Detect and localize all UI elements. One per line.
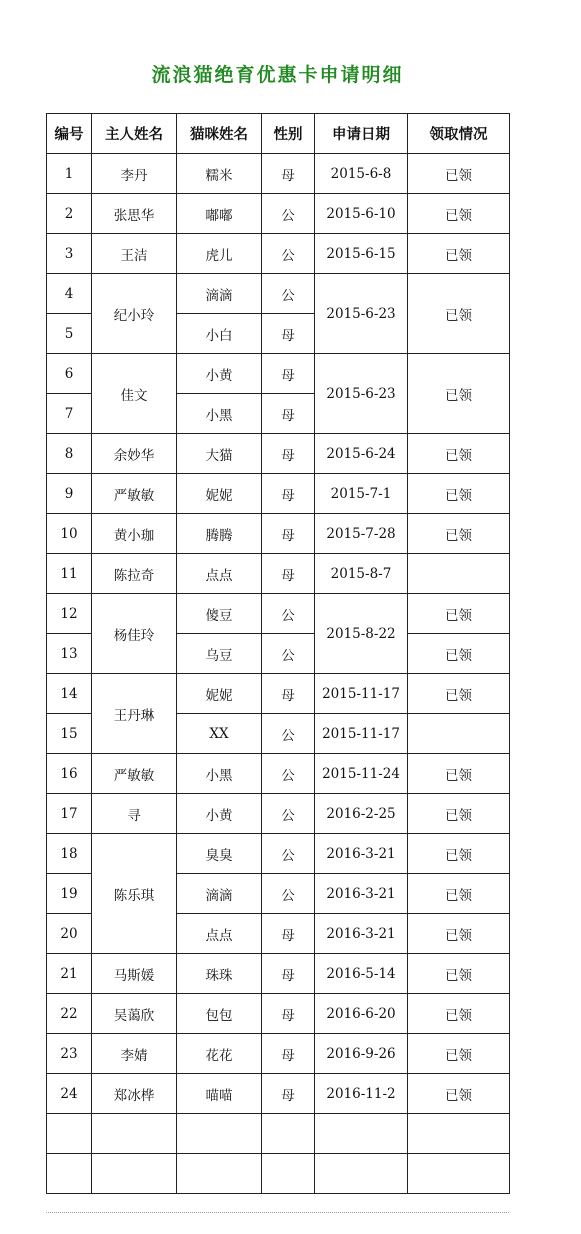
cell-cat-name: 乌豆	[177, 634, 262, 674]
cell-application-date: 2015-7-28	[315, 514, 408, 554]
cell-cat-name	[177, 1114, 262, 1154]
cell-sex: 母	[262, 674, 315, 714]
cell-owner-name: 李婧	[92, 1034, 177, 1074]
cell-sex: 母	[262, 154, 315, 194]
cell-number: 16	[47, 754, 92, 794]
cell-sex: 母	[262, 354, 315, 394]
cell-application-date: 2015-8-7	[315, 554, 408, 594]
cell-application-date: 2015-7-1	[315, 474, 408, 514]
cell-pickup-status: 已领	[408, 354, 510, 434]
cell-number	[47, 1114, 92, 1154]
cell-cat-name: 小黄	[177, 794, 262, 834]
table-row	[47, 954, 510, 994]
cell-sex: 公	[262, 194, 315, 234]
cell-number: 11	[47, 554, 92, 594]
cell-cat-name: 小黑	[177, 754, 262, 794]
table-row	[47, 674, 510, 714]
table-row	[47, 514, 510, 554]
cell-application-date: 2016-9-26	[315, 1034, 408, 1074]
cell-application-date: 2015-11-17	[315, 674, 408, 714]
cell-number: 21	[47, 954, 92, 994]
cell-cat-name: 喵喵	[177, 1074, 262, 1114]
cell-cat-name: 花花	[177, 1034, 262, 1074]
table-row	[47, 594, 510, 634]
cell-pickup-status: 已领	[408, 954, 510, 994]
cell-owner-name: 寻	[92, 794, 177, 834]
cell-number: 23	[47, 1034, 92, 1074]
cell-sex: 母	[262, 994, 315, 1034]
cell-number: 5	[47, 314, 92, 354]
cell-pickup-status: 已领	[408, 794, 510, 834]
cell-sex: 公	[262, 874, 315, 914]
cell-application-date	[315, 1114, 408, 1154]
cell-pickup-status: 已领	[408, 474, 510, 514]
cell-owner-name	[92, 1114, 177, 1154]
table-row	[47, 154, 510, 194]
cell-pickup-status	[408, 554, 510, 594]
cell-cat-name: 大猫	[177, 434, 262, 474]
cell-sex: 公	[262, 834, 315, 874]
cell-application-date: 2015-6-10	[315, 194, 408, 234]
cell-application-date: 2015-11-24	[315, 754, 408, 794]
cell-cat-name: 糯米	[177, 154, 262, 194]
cell-sex: 母	[262, 434, 315, 474]
cell-owner-name: 陈乐琪	[92, 834, 177, 954]
cell-cat-name: 珠珠	[177, 954, 262, 994]
cell-sex: 公	[262, 754, 315, 794]
cell-sex: 母	[262, 394, 315, 434]
cell-sex: 母	[262, 1074, 315, 1114]
cell-cat-name: 虎儿	[177, 234, 262, 274]
header-number: 编号	[47, 114, 92, 154]
page-title: 流浪猫绝育优惠卡申请明细	[151, 64, 404, 86]
cell-pickup-status: 已领	[408, 634, 510, 674]
cell-pickup-status: 已领	[408, 754, 510, 794]
cell-pickup-status: 已领	[408, 434, 510, 474]
table-row	[47, 1114, 510, 1154]
cell-application-date: 2015-6-15	[315, 234, 408, 274]
cell-cat-name: 傻豆	[177, 594, 262, 634]
cell-pickup-status: 已领	[408, 834, 510, 874]
cell-number: 4	[47, 274, 92, 314]
cell-sex: 母	[262, 1034, 315, 1074]
cell-application-date: 2015-6-8	[315, 154, 408, 194]
cell-application-date: 2016-5-14	[315, 954, 408, 994]
cell-owner-name: 余妙华	[92, 434, 177, 474]
cell-sex: 母	[262, 314, 315, 354]
cell-cat-name: 小黑	[177, 394, 262, 434]
cell-application-date: 2015-6-23	[315, 274, 408, 354]
cell-application-date	[315, 1154, 408, 1194]
cell-number: 9	[47, 474, 92, 514]
cell-sex: 公	[262, 274, 315, 314]
cell-number: 17	[47, 794, 92, 834]
cell-pickup-status: 已领	[408, 274, 510, 354]
cell-owner-name: 纪小玲	[92, 274, 177, 354]
cell-owner-name: 严敏敏	[92, 754, 177, 794]
cell-sex: 公	[262, 714, 315, 754]
cell-pickup-status: 已领	[408, 1074, 510, 1114]
cell-cat-name	[177, 1154, 262, 1194]
cell-number: 14	[47, 674, 92, 714]
cell-sex	[262, 1114, 315, 1154]
cell-number: 15	[47, 714, 92, 754]
cell-cat-name: 腾腾	[177, 514, 262, 554]
cell-number: 8	[47, 434, 92, 474]
cell-number: 19	[47, 874, 92, 914]
table-row	[47, 1154, 510, 1194]
header-cat-name: 猫咪姓名	[177, 114, 262, 154]
table-row	[47, 1074, 510, 1114]
table-row	[47, 434, 510, 474]
cell-cat-name: 滴滴	[177, 874, 262, 914]
cell-cat-name: 臭臭	[177, 834, 262, 874]
cell-application-date: 2015-8-22	[315, 594, 408, 674]
page-break-line	[46, 1212, 509, 1221]
cell-number: 18	[47, 834, 92, 874]
cell-pickup-status: 已领	[408, 994, 510, 1034]
cell-sex: 公	[262, 234, 315, 274]
cell-pickup-status: 已领	[408, 1034, 510, 1074]
cell-application-date: 2016-3-21	[315, 914, 408, 954]
cell-owner-name: 王丹琳	[92, 674, 177, 754]
cell-number: 20	[47, 914, 92, 954]
cell-application-date: 2016-3-21	[315, 834, 408, 874]
cell-pickup-status: 已领	[408, 154, 510, 194]
table-body	[47, 154, 510, 1194]
cell-number: 6	[47, 354, 92, 394]
cell-owner-name: 杨佳玲	[92, 594, 177, 674]
cell-pickup-status	[408, 714, 510, 754]
table-row	[47, 1034, 510, 1074]
cell-cat-name: 嘟嘟	[177, 194, 262, 234]
cell-sex: 母	[262, 474, 315, 514]
cell-application-date: 2015-11-17	[315, 714, 408, 754]
cell-pickup-status: 已领	[408, 674, 510, 714]
cell-owner-name: 郑冰桦	[92, 1074, 177, 1114]
cell-cat-name: 小黄	[177, 354, 262, 394]
cell-cat-name: 点点	[177, 914, 262, 954]
header-pickup-status: 领取情况	[408, 114, 510, 154]
cell-owner-name: 严敏敏	[92, 474, 177, 514]
cell-sex	[262, 1154, 315, 1194]
cell-sex: 母	[262, 514, 315, 554]
cell-owner-name: 马斯媛	[92, 954, 177, 994]
cell-cat-name: 小白	[177, 314, 262, 354]
cell-number: 10	[47, 514, 92, 554]
table-row	[47, 794, 510, 834]
cell-cat-name: 滴滴	[177, 274, 262, 314]
cell-sex: 母	[262, 914, 315, 954]
cell-cat-name: XX	[177, 714, 262, 754]
cell-owner-name: 李丹	[92, 154, 177, 194]
cell-pickup-status	[408, 1114, 510, 1154]
cell-sex: 公	[262, 594, 315, 634]
cell-number: 13	[47, 634, 92, 674]
header-application-date: 申请日期	[315, 114, 408, 154]
table-row	[47, 234, 510, 274]
cell-application-date: 2015-6-23	[315, 354, 408, 434]
table-row	[47, 194, 510, 234]
cell-number: 24	[47, 1074, 92, 1114]
table-row	[47, 754, 510, 794]
cell-sex: 公	[262, 794, 315, 834]
cell-owner-name: 佳文	[92, 354, 177, 434]
header-owner-name: 主人姓名	[92, 114, 177, 154]
cell-application-date: 2015-6-24	[315, 434, 408, 474]
cell-cat-name: 点点	[177, 554, 262, 594]
table-row	[47, 554, 510, 594]
cell-number: 3	[47, 234, 92, 274]
table-row	[47, 354, 510, 394]
cell-number: 2	[47, 194, 92, 234]
cell-sex: 母	[262, 954, 315, 994]
cell-application-date: 2016-3-21	[315, 874, 408, 914]
header-row	[47, 114, 510, 154]
cell-pickup-status: 已领	[408, 594, 510, 634]
cell-number: 12	[47, 594, 92, 634]
cell-owner-name: 吴蔼欣	[92, 994, 177, 1034]
cell-pickup-status: 已领	[408, 914, 510, 954]
header-sex: 性别	[262, 114, 315, 154]
cell-cat-name: 包包	[177, 994, 262, 1034]
table-row	[47, 834, 510, 874]
cell-number: 7	[47, 394, 92, 434]
table-row	[47, 994, 510, 1034]
cell-number	[47, 1154, 92, 1194]
cell-application-date: 2016-2-25	[315, 794, 408, 834]
table-row	[47, 474, 510, 514]
cell-owner-name	[92, 1154, 177, 1194]
cell-owner-name: 黄小珈	[92, 514, 177, 554]
table-row	[47, 274, 510, 314]
cell-number: 22	[47, 994, 92, 1034]
cell-cat-name: 妮妮	[177, 674, 262, 714]
cell-pickup-status: 已领	[408, 194, 510, 234]
cell-owner-name: 张思华	[92, 194, 177, 234]
cell-pickup-status: 已领	[408, 234, 510, 274]
cell-number: 1	[47, 154, 92, 194]
cell-cat-name: 妮妮	[177, 474, 262, 514]
cell-pickup-status: 已领	[408, 874, 510, 914]
cell-owner-name: 王洁	[92, 234, 177, 274]
cell-application-date: 2016-11-2	[315, 1074, 408, 1114]
cell-application-date: 2016-6-20	[315, 994, 408, 1034]
cell-sex: 母	[262, 554, 315, 594]
cell-pickup-status: 已领	[408, 514, 510, 554]
cell-owner-name: 陈拉奇	[92, 554, 177, 594]
cell-pickup-status	[408, 1154, 510, 1194]
application-table	[46, 113, 510, 1194]
cell-sex: 公	[262, 634, 315, 674]
